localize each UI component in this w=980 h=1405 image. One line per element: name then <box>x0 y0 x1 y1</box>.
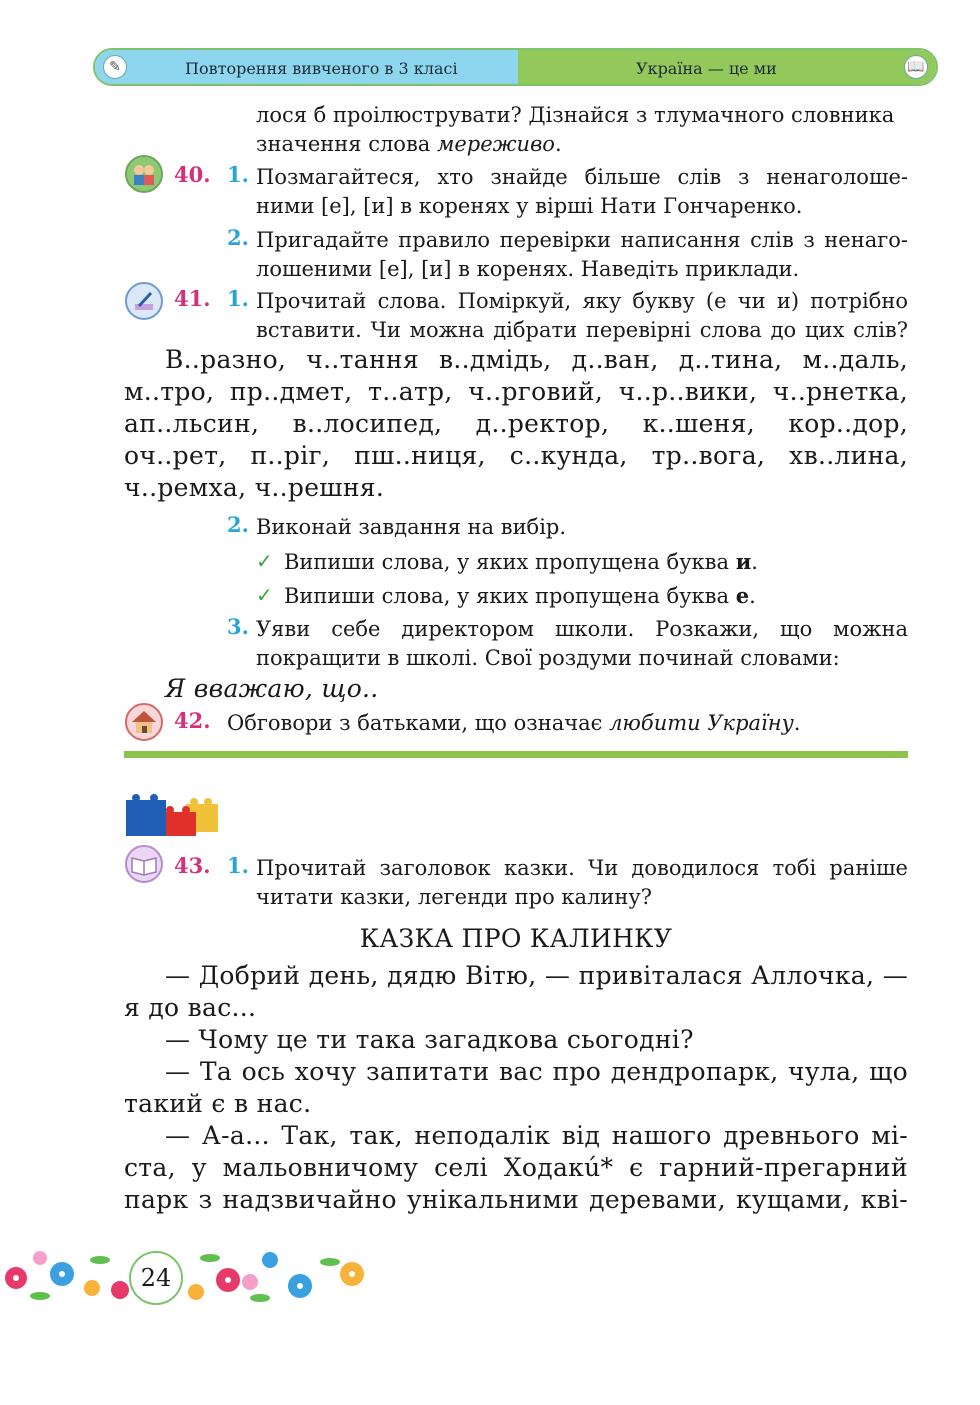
checkmark-icon: ✓ <box>256 583 273 607</box>
story-line: я до вас... <box>124 993 257 1022</box>
pair-work-icon <box>125 155 163 193</box>
flower-border-decoration <box>0 1238 380 1318</box>
exercise-40-task-2-number: 2. <box>227 225 249 250</box>
checkmark-icon: ✓ <box>256 549 273 573</box>
exercise-42-text-main: Обговори з батьками, що означає <box>227 711 610 735</box>
sentence-starter: Я вважаю, що.. <box>165 674 379 703</box>
page-number: 24 <box>129 1251 183 1305</box>
exercise-40-task-1-line-1: Позмагайтеся, хто знайде більше слів з ненаголоше- <box>256 165 908 189</box>
word-list-line: м..тро, пр..дмет, т..атр, ч..рговий, ч..р..вики, ч..рнетка, <box>124 377 908 406</box>
exercise-42-text <box>227 708 800 739</box>
choice-option-1-letter: и <box>735 549 752 574</box>
word-list-line: ч..ремха, ч..решня. <box>124 473 385 502</box>
word-list-line: В..разно, ч..тання в..дмідь, д..ван, д..тина, м..даль, <box>165 345 908 374</box>
exercise-43-task-1-line-1: Прочитай заголовок казки. Чи доводилося тобі раніше <box>256 856 908 880</box>
reading-book-icon <box>125 845 163 883</box>
exercise-43-task-1-number: 1. <box>227 853 249 878</box>
exercise-42-text-end: . <box>793 711 801 735</box>
exercise-40-number: 40. <box>174 162 211 187</box>
story-line: — Та ось хочу запитати вас про дендропарк, чула, що <box>165 1057 908 1086</box>
exercise-41-task-2-number: 2. <box>227 512 249 537</box>
exercise-41-task-3-line-1: Уяви себе директором школи. Розкажи, що можна <box>256 617 908 641</box>
intro-line-1: лося б проілюструвати? Дізнайся з тлумачного словника <box>256 103 895 127</box>
story-line: — А-а... Так, так, неподалік від нашого древнього мі- <box>165 1121 908 1150</box>
exercise-43-number: 43. <box>174 853 211 878</box>
exercise-41-number: 41. <box>174 286 211 311</box>
exercise-41-task-3-number: 3. <box>227 614 249 639</box>
story-line: — Чому це ти така загадкова сьогодні? <box>165 1025 694 1054</box>
intro-line-2-text: значення слова <box>256 132 437 156</box>
header-right-title: Україна — це ми <box>636 59 777 78</box>
choice-option-1: Випиши слова, у яких пропущена буква и. <box>284 549 758 574</box>
exercise-41-task-1-number: 1. <box>227 286 249 311</box>
exercise-41-task-2-text: Виконай завдання на вибір. <box>256 515 567 539</box>
exercise-40-task-1-number: 1. <box>227 162 249 187</box>
exercise-42-italic: любити Україну <box>609 711 794 735</box>
pen-icon: ✎ <box>103 55 127 79</box>
choice-option-2-letter: е <box>735 583 750 608</box>
story-line: парк з надзвичайно унікальними деревами, кущами, кві- <box>124 1185 908 1214</box>
exercise-41-task-1-line-1: Прочитай слова. Поміркуй, яку букву (е чи и) потрібно <box>256 289 908 313</box>
exercise-43-task-1-line-2: читати казки, легенди про калину? <box>256 885 653 909</box>
page-header <box>93 48 938 86</box>
intro-line-2-end: . <box>554 132 562 156</box>
choice-option-1-text: Випиши слова, у яких пропущена буква <box>284 550 736 574</box>
intro-line-2 <box>256 129 562 160</box>
exercise-40-task-2-line-2: лошеними [е], [и] в коренях. Наведіть приклади. <box>256 257 800 281</box>
book-icon: 📖 <box>904 55 928 79</box>
exercise-41-task-1-line-2: вставити. Чи можна дібрати перевірні слова до цих слів? <box>256 318 908 342</box>
exercise-41-task-3-line-2: покращити в школі. Свої роздуми починай словами: <box>256 646 840 670</box>
header-left-panel <box>95 50 518 84</box>
exercise-40-task-1-line-2: ними [е], [и] в коренях у вірші Нати Гончаренко. <box>256 194 803 218</box>
lego-blocks-icon <box>124 790 222 840</box>
header-right-panel <box>518 50 936 84</box>
story-title: КАЗКА ПРО КАЛИНКУ <box>359 924 673 953</box>
story-line: — Добрий день, дядю Вітю, — привіталася Аллочка, — <box>165 961 908 990</box>
story-line: ста, у мальовничому селі Ходакú* є гарний-прегарний <box>124 1153 908 1182</box>
choice-option-2-text: Випиши слова, у яких пропущена буква <box>284 584 736 608</box>
word-list-line: оч..рет, п..ріг, пш..ниця, с..кунда, тр..вога, хв..лина, <box>124 441 908 470</box>
writing-icon <box>125 282 163 320</box>
word-list-line: ап..льсин, в..лосипед, д..ректор, к..шеня, кор..дор, <box>124 409 908 438</box>
story-line: такий є в нас. <box>124 1089 312 1118</box>
home-icon <box>125 703 163 741</box>
intro-italic-word: мереживо <box>436 132 555 156</box>
header-left-title: Повторення вивченого в 3 класі <box>185 59 458 78</box>
choice-option-2: Випиши слова, у яких пропущена буква е. <box>284 583 756 608</box>
exercise-40-task-2-line-1: Пригадайте правило перевірки написання слів з ненаго- <box>256 228 908 252</box>
exercise-42-number: 42. <box>174 708 211 733</box>
section-divider <box>124 751 908 758</box>
